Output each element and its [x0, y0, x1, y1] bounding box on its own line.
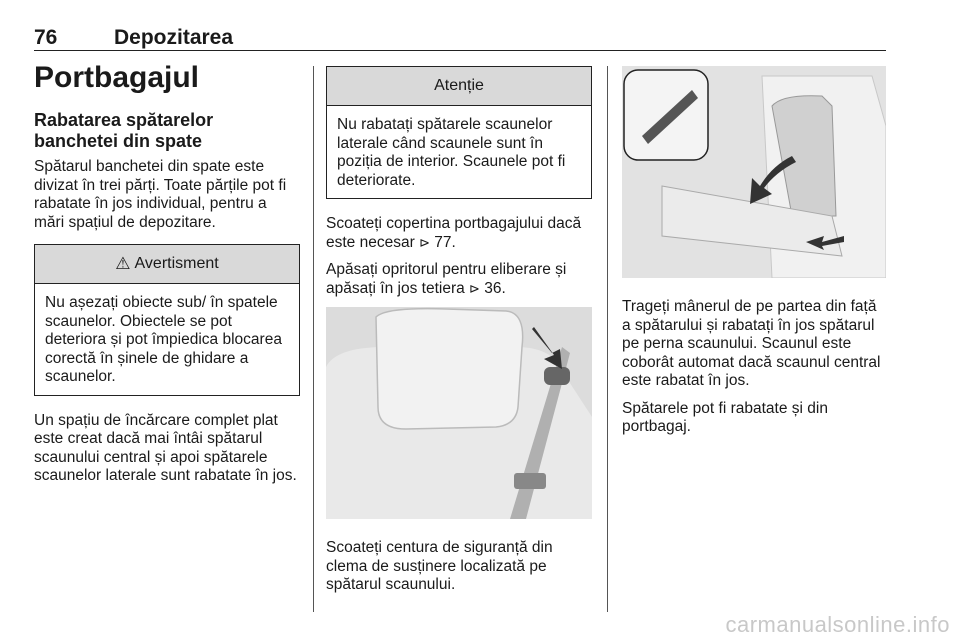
page-number: 76 — [34, 26, 58, 49]
intro-paragraph: Spătarul banchetei din spate este divizat în trei părți. Toate părțile pot fi rabatate în jos individual, pentru a mări spațiul de depozitare. — [34, 158, 287, 231]
caution-text: Nu rabatați spătarele scaunelor laterale când scaunele sunt în poziția de interior. Scaunele pot fi deteriorate. — [337, 116, 566, 189]
chapter-title: Depozitarea — [114, 26, 234, 49]
page-ref-icon: ⊳ — [419, 234, 430, 250]
page-ref-link[interactable]: 77. — [434, 233, 456, 251]
seatbelt-paragraph: Scoateți centura de siguranță din clema de susținere localizată pe spătarul scaunului. — [326, 539, 553, 593]
page-ref-link[interactable]: 36. — [484, 279, 506, 297]
belt-buckle — [514, 473, 546, 489]
section-title: Portbagajul — [34, 61, 200, 94]
column-1 — [34, 60, 300, 495]
section-subtitle: Rabatarea spătarelor banchetei din spate — [34, 110, 214, 151]
belt-clip — [544, 367, 570, 385]
warning-box — [34, 244, 300, 396]
column-3 — [622, 60, 886, 446]
headrest-shape — [376, 309, 523, 429]
warning-icon: ⚠ — [115, 254, 131, 273]
headrest-seatbelt-figure — [326, 307, 592, 519]
fold-seat-figure — [622, 66, 886, 278]
page-header — [34, 26, 886, 51]
remove-cover-paragraph: Scoateți copertina portbagajului dacă este necesar ⊳ 77. — [326, 215, 582, 251]
fold-instructions-paragraph: Trageți mânerul de pe partea din față a spătarului și rabatați în jos spătarul pe perna scaunului. Scaunul este coborât automat dacă scaunul central este rabatat în jos. — [622, 298, 881, 389]
warning-label: Avertisment — [134, 255, 219, 272]
watermark: carmanualsonline.info — [725, 612, 950, 637]
headrest-paragraph: Apăsați opritorul pentru eliberare și apăsați în jos tetiera ⊳ 36. — [326, 261, 567, 297]
warning-text: Nu așezați obiecte sub/ în spatele scaunelor. Obiectele se pot deteriora și pot împiedica blocarea corectă în șinele de ghidare a scaunelor. — [45, 294, 282, 385]
page-ref-icon: ⊳ — [469, 280, 480, 296]
caution-box — [326, 66, 592, 199]
warning-title — [35, 245, 299, 284]
caution-title: Atenție — [327, 67, 591, 106]
column-divider — [607, 66, 608, 612]
trunk-fold-paragraph: Spătarele pot fi rabatate și din portbagaj. — [622, 399, 828, 435]
column-divider — [313, 66, 314, 612]
flat-space-paragraph: Un spațiu de încărcare complet plat este creat dacă mai întâi spătarul scaunului central și apoi spătarele scaunelor laterale sunt rabatate în jos. — [34, 411, 297, 484]
column-2 — [326, 60, 592, 604]
